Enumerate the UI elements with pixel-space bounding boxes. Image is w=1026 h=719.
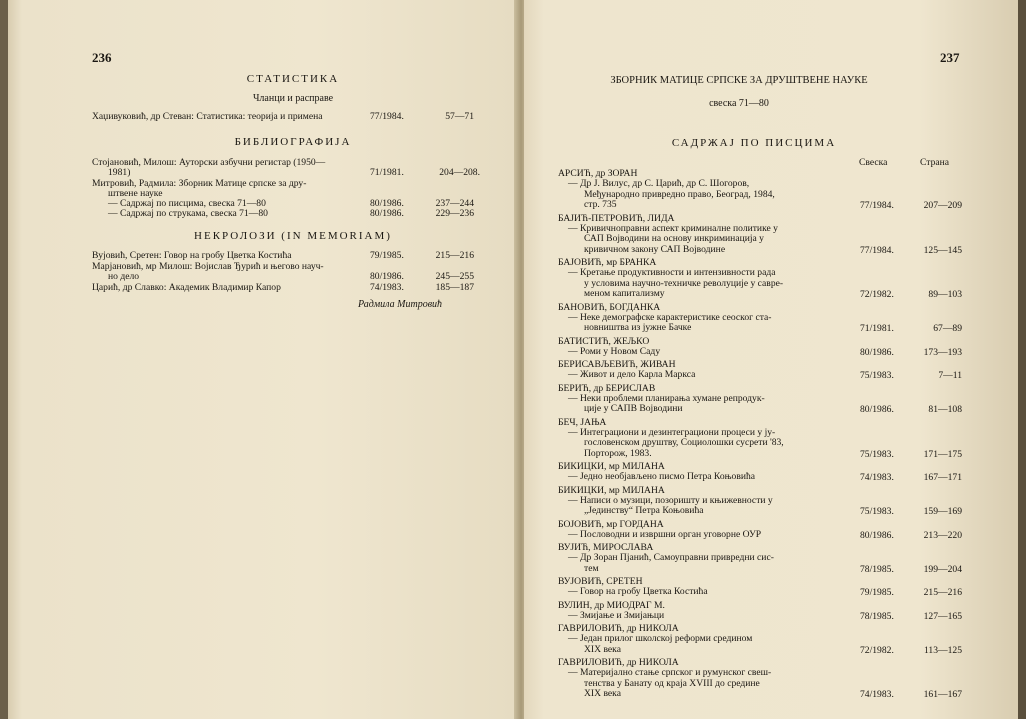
- left-page: [8, 0, 518, 719]
- signature: Радмила Митровић: [358, 299, 443, 310]
- entry-title-line: тенства у Банату од краја XVIII до средине: [584, 677, 760, 689]
- page-number-left: 236: [92, 50, 112, 65]
- entry-author: БЕРИСАВЉЕВИЋ, ЖИВАН: [558, 359, 676, 370]
- entry-title-line: кривичном закону САП Војводине: [584, 243, 726, 255]
- entry-issue: 78/1985.: [860, 610, 894, 622]
- entry-pages: 159—169: [923, 506, 962, 517]
- stat-entry-issue: 77/1984.: [370, 111, 404, 122]
- entry-title-line: — Др Зоран Пјанић, Самоуправни привредни сис-: [568, 552, 774, 563]
- entry-issue: 75/1983.: [860, 448, 894, 460]
- entry-issue: 71/1981.: [860, 323, 894, 334]
- entry-title-line: ције у САПВ Војводини: [584, 403, 683, 414]
- entry-pages: 199—204: [923, 563, 962, 575]
- entry-title-line: — Змијање и Змијањци: [568, 609, 665, 621]
- entry-issue: 75/1983.: [860, 370, 894, 381]
- entry-author: БЕРИЋ, др БЕРИСЛАВ: [558, 382, 656, 394]
- right-page: [524, 0, 1018, 719]
- bib-line-4: — Садржај по струкама, свеска 71—80: [108, 208, 268, 219]
- entry-title-line: — Др Ј. Вилус, др С. Царић, др С. Шогоров,: [568, 178, 750, 189]
- entry-title-line: САП Војводини на основу инкриминација у: [584, 233, 764, 244]
- entry-issue: 77/1984.: [860, 244, 894, 256]
- entry-title-line: — Пословодни и извршни орган уговорне ОУР: [568, 528, 762, 540]
- entry-title-line: XIX века: [584, 643, 621, 655]
- entry-pages: 113—125: [923, 644, 962, 656]
- entry-title-line: гословенском друштву, Социолошки сусрети '83,: [584, 437, 784, 448]
- bib-line-1b: 1981): [108, 167, 131, 178]
- entry-author: БЕЧ, ЈАЊА: [558, 416, 607, 428]
- bib-line-2b: штвене науке: [108, 188, 163, 199]
- entry-title-line: тем: [584, 562, 599, 574]
- entry-issue: 80/1986.: [860, 404, 894, 415]
- entry-author: БАЈИЋ-ПЕТРОВИЋ, ЛИДА: [558, 212, 675, 224]
- bib-line-3: — Садржај по писцима, свеска 71—80: [108, 198, 266, 209]
- entry-author: БАНОВИЋ, БОГДАНКА: [558, 301, 661, 313]
- entry-author: БИКИЦКИ, мр МИЛАНА: [558, 484, 665, 496]
- heading-statistika: СТАТИСТИКА: [246, 73, 340, 85]
- entry-pages: 89—103: [928, 289, 962, 300]
- bib-issue-3: 80/1986.: [370, 198, 404, 209]
- entry-pages: 213—220: [923, 529, 962, 541]
- entry-pages: 173—193: [923, 346, 962, 358]
- entry-title-line: — Интеграциони и дезинтеграциони процеси у ју-: [568, 426, 776, 438]
- entry-title-line: — Једно необјављено писмо Петра Коњовића: [568, 471, 756, 482]
- entry-title-line: меном капитализму: [584, 288, 665, 299]
- entry-author: ВУЛИН, др МИОДРАГ М.: [558, 599, 665, 611]
- entry-pages: 167—171: [923, 472, 962, 483]
- entry-issue: 78/1985.: [860, 563, 894, 575]
- entry-issue: 72/1982.: [860, 644, 894, 656]
- heading-nekrolozi: НЕКРОЛОЗИ (IN MEMORIAM): [194, 230, 392, 242]
- entry-pages: 171—175: [923, 448, 962, 460]
- entry-title-line: — Неке демографске карактеристике сеоског ста-: [568, 311, 772, 323]
- nek-pages-2: 245—255: [435, 271, 474, 282]
- column-header-issue: Свеска: [859, 157, 888, 168]
- right-book-edge: [1018, 0, 1026, 719]
- entry-author: БАТИСТИЋ, ЖЕЉКО: [558, 335, 650, 347]
- entry-issue: 80/1986.: [860, 346, 894, 358]
- bib-issue-4: 80/1986.: [370, 208, 404, 219]
- entry-pages: 81—108: [928, 404, 962, 415]
- nek-issue-1: 79/1985.: [370, 250, 404, 261]
- sub-clanci: Чланци и расправе: [252, 93, 334, 104]
- page-number-right: 237: [940, 50, 960, 65]
- bib-line-2: Митровић, Радмила: Зборник Матице српске за дру-: [92, 178, 307, 189]
- entry-issue: 74/1983.: [860, 689, 894, 700]
- entry-pages: 67—89: [933, 323, 962, 334]
- entry-author: БАЈОВИЋ, мр БРАНКА: [558, 257, 657, 268]
- entry-title-line: — Написи о музици, позоришту и књижевности у: [568, 494, 773, 506]
- nek-line-2b: но дело: [108, 271, 140, 282]
- entry-title-line: „Јединству“ Петра Коњовића: [584, 505, 704, 516]
- entry-title-line: — Један прилог школској реформи средином: [568, 633, 753, 644]
- bib-issue-1: 71/1981.: [370, 167, 404, 178]
- entry-issue: 72/1982.: [860, 289, 894, 300]
- stat-entry-pages: 57—71: [445, 111, 474, 122]
- entry-issue: 80/1986.: [860, 529, 894, 541]
- stat-entry-text: Хаџивуковић, др Стеван: Статистика: теорија и примена: [92, 111, 323, 122]
- entry-pages: 7—11: [938, 370, 962, 381]
- entry-pages: 161—167: [923, 689, 962, 700]
- entry-issue: 77/1984.: [860, 200, 894, 211]
- nek-line-2: Марјановић, мр Милош: Војислав Ђурић и његово науч-: [92, 261, 324, 272]
- entry-author: БОЈОВИЋ, мр ГОРДАНА: [558, 518, 664, 530]
- entry-issue: 79/1985.: [860, 587, 894, 598]
- entry-author: ГАВРИЛОВИЋ, др НИКОЛА: [558, 623, 679, 634]
- entry-author: ВУЈИЋ, МИРОСЛАВА: [558, 542, 654, 553]
- entry-pages: 125—145: [923, 244, 962, 256]
- bib-pages-3: 237—244: [435, 198, 474, 209]
- bib-pages-1: 204—208.: [439, 167, 480, 178]
- left-book-edge: [0, 0, 8, 719]
- heading-bibliografija: БИБЛИОГРАФИЈА: [234, 136, 352, 148]
- nek-pages-1: 215—216: [435, 250, 474, 261]
- entry-author: ВУЈОВИЋ, СРЕТЕН: [558, 576, 643, 587]
- nek-line-3: Царић, др Славко: Академик Владимир Капор: [92, 282, 281, 293]
- entry-title-line: — Роми у Новом Саду: [568, 345, 661, 357]
- entry-title-line: Порторож, 1983.: [584, 447, 652, 459]
- entry-pages: 215—216: [923, 587, 962, 598]
- issue-range: свеска 71—80: [709, 98, 769, 109]
- nek-line-1: Вујовић, Сретен: Говор на гробу Цветка Костића: [92, 250, 292, 261]
- nek-issue-3: 74/1983.: [370, 282, 404, 293]
- heading-sadrzaj: САДРЖАЈ ПО ПИСЦИМА: [671, 137, 837, 149]
- nek-issue-2: 80/1986.: [370, 271, 404, 282]
- entry-issue: 74/1983.: [860, 472, 894, 483]
- entry-title-line: — Материјално стање српског и румунског свеш-: [568, 667, 772, 678]
- entry-title-line: XIX века: [584, 688, 621, 699]
- entry-issue: 75/1983.: [860, 506, 894, 517]
- entry-title-line: у условима научно-техничке револуције у савре-: [584, 277, 784, 289]
- entry-pages: 127—165: [923, 610, 962, 622]
- entry-title-line: стр. 735: [584, 199, 617, 210]
- entry-title-line: — Кретање продуктивности и интензивности рада: [568, 267, 776, 278]
- entry-author: ГАВРИЛОВИЋ, др НИКОЛА: [558, 657, 679, 668]
- column-header-pages: Страна: [920, 157, 950, 168]
- entry-title-line: новништва из јужне Бачке: [584, 322, 692, 333]
- entry-pages: 207—209: [923, 200, 962, 211]
- entry-title-line: — Кривичноправни аспект криминалне политике у: [568, 222, 778, 234]
- bib-line-1: Стојановић, Милош: Ауторски азбучни регистар (1950—: [92, 157, 326, 168]
- entry-author: АРСИЋ, др ЗОРАН: [558, 168, 638, 179]
- nek-pages-3: 185—187: [435, 282, 474, 293]
- entry-title-line: — Неки проблеми планирања хумане репродук-: [568, 392, 765, 404]
- entry-title-line: — Говор на гробу Цветка Костића: [568, 586, 708, 597]
- entry-author: БИКИЦКИ, мр МИЛАНА: [558, 461, 665, 472]
- entry-title-line: — Живот и дело Карла Маркса: [568, 369, 696, 380]
- bib-pages-4: 229—236: [435, 208, 474, 219]
- entry-title-line: Међународно привредно право, Београд, 1984,: [584, 188, 775, 200]
- journal-title: ЗБОРНИК МАТИЦЕ СРПСКЕ ЗА ДРУШТВЕНЕ НАУКЕ: [610, 75, 868, 86]
